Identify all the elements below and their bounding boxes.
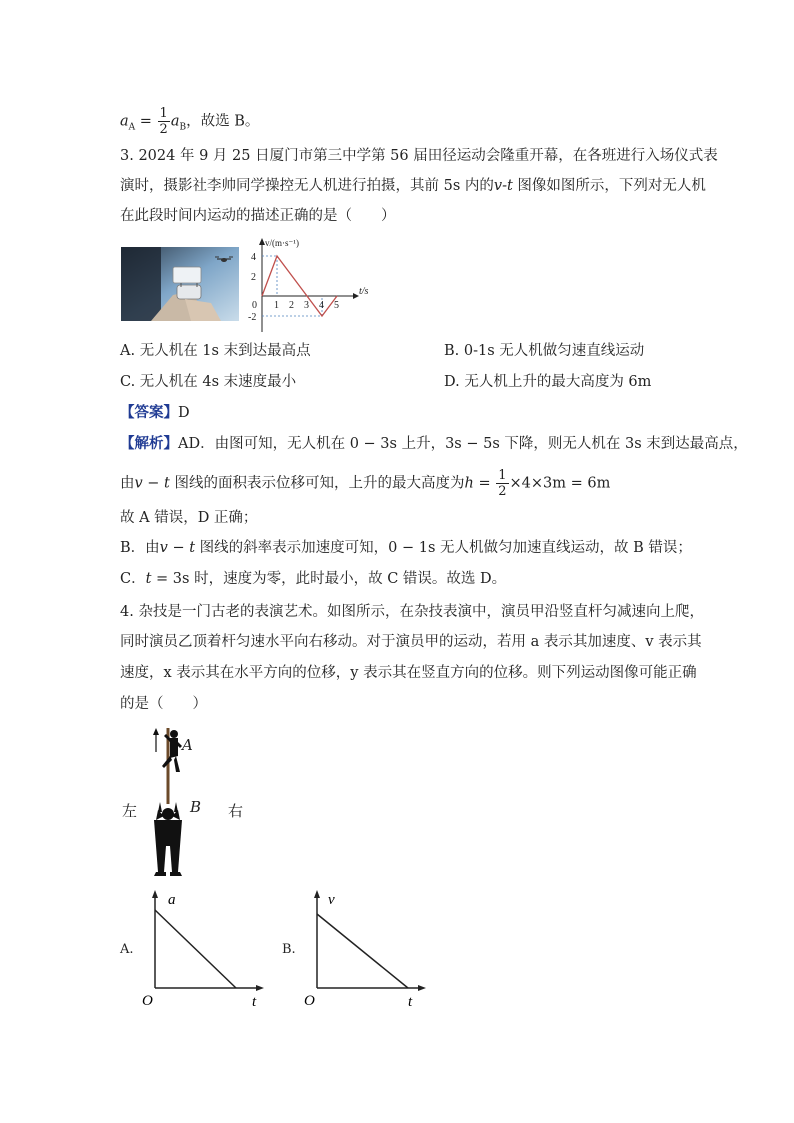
analysis2-eq: = <box>473 475 496 492</box>
vt-ylabel: v/(m·s⁻¹) <box>265 238 299 248</box>
line0-tail: ，故选 B。 <box>186 113 260 130</box>
prev-answer-line <box>120 106 259 137</box>
q4-optB-label: B. <box>282 942 296 957</box>
vt-ytick-label: 2 <box>251 272 256 283</box>
q3-vt: v-t <box>493 178 513 194</box>
vt-xtick-label: 1 <box>274 300 279 311</box>
q3-analysis5 <box>120 569 506 589</box>
q3-analysis4 <box>120 538 692 558</box>
q3-line1: 3. 2024 年 9 月 25 日厦门市第三中学第 56 届田径运动会隆重开幕，在各班进行入场仪式表 <box>120 148 718 164</box>
optA-xlabel: t <box>252 994 257 1010</box>
q4-line4: 的是（ ） <box>120 696 207 712</box>
up-arrow-icon <box>153 728 159 752</box>
frac-den: 2 <box>159 122 168 137</box>
q3-analysis2 <box>120 468 610 499</box>
frac-num: 1 <box>159 106 168 121</box>
optB-ylabel: v <box>328 892 335 908</box>
analysis2a: 由 <box>120 475 135 492</box>
vt-xtick-label: 3 <box>304 300 309 311</box>
analysis4-vt: v − t <box>159 540 196 556</box>
frac2-den: 2 <box>498 484 507 499</box>
analysis2h: ×4×3m = 6m <box>509 475 611 492</box>
frac2-num: 1 <box>498 468 507 483</box>
fraction-half <box>158 106 170 137</box>
a-sub-B: B <box>179 122 187 133</box>
analysis1-text: AD．由图可知，无人机在 0 − 3s 上升，3s − 5s 下降，则无人机在 3s 末到达最高点， <box>178 436 748 452</box>
analysis5a: C． <box>120 571 146 587</box>
q4-line3: 速度，x 表示其在水平方向的位移，y 表示其在竖直方向的位移。则下列运动图像可能正确 <box>120 665 697 681</box>
q3-line2 <box>120 176 706 196</box>
vt-ytick-label: 4 <box>251 252 256 263</box>
optA-ylabel: a <box>168 892 176 908</box>
q4-optB-graph <box>302 888 432 1010</box>
q3-option-B: B. 0-1s 无人机做匀速直线运动 <box>444 343 645 359</box>
answer-tag: 【答案】 <box>120 404 178 421</box>
q4-line1: 4. 杂技是一门古老的表演艺术。如图所示，在杂技表演中，演员甲沿竖直杆匀减速向上爬， <box>120 604 704 620</box>
vt-xtick-label: 0 <box>252 300 257 311</box>
analysis2-vt: v − t <box>134 475 170 492</box>
analysis2c: 图线的面积表示位移可知，上升的最大高度为 <box>169 475 465 492</box>
answer-value: D <box>178 405 190 421</box>
analysis4c: 图线的斜率表示加速度可知，0 − 1s 无人机做匀加速直线运动，故 B 错误； <box>195 540 692 556</box>
vt-xlabel: t/s <box>359 286 369 297</box>
optB-origin: O <box>304 993 315 1009</box>
q3-line3: 在此段时间内运动的描述正确的是（ ） <box>120 208 396 224</box>
performer-b-silhouette <box>154 802 182 876</box>
analysis4a: B．由 <box>120 540 160 556</box>
a-sub-A: A <box>128 122 136 133</box>
q4-optA-label: A. <box>120 942 134 957</box>
vt-ytick-label: -2 <box>248 312 257 323</box>
label-right: 右 <box>228 802 244 820</box>
optB-xlabel: t <box>408 994 413 1010</box>
analysis2-h: h <box>464 475 474 492</box>
vt-xtick-label: 5 <box>334 300 339 311</box>
vt-graph <box>248 234 398 344</box>
q3-line2c: 图像如图所示，下列对无人机 <box>512 178 706 194</box>
q3-answer <box>120 403 190 423</box>
q3-option-D: D. 无人机上升的最大高度为 6m <box>444 374 652 390</box>
q4-optA-graph <box>140 888 270 1010</box>
q4-line2: 同时演员乙顶着杆匀速水平向右移动。对于演员甲的运动，若用 a 表示其加速度、v 表示其 <box>120 634 702 650</box>
label-B: B <box>190 798 202 816</box>
q3-option-A: A. 无人机在 1s 末到达最高点 <box>120 343 311 359</box>
vt-xtick-label: 4 <box>319 300 324 311</box>
performer-a-silhouette <box>162 730 182 772</box>
label-left: 左 <box>122 802 138 820</box>
equals: = <box>135 113 157 130</box>
label-A: A <box>182 736 193 754</box>
q3-analysis3: 故 A 错误，D 正确； <box>120 510 258 526</box>
analysis-tag: 【解析】 <box>120 435 178 452</box>
a-symbol: a <box>120 113 129 130</box>
analysis5c: = 3s 时，速度为零，此时最小，故 C 错误。故选 D。 <box>151 571 507 587</box>
q3-option-C: C. 无人机在 4s 末速度最小 <box>120 374 297 390</box>
q3-analysis1 <box>120 434 748 454</box>
acrobat-figure <box>140 722 220 878</box>
vt-xtick-label: 2 <box>289 300 294 311</box>
analysis5-t: t <box>145 571 152 587</box>
analysis2-frac <box>496 468 508 499</box>
q3-line2a: 演时，摄影社李帅同学操控无人机进行拍摄，其前 5s 内的 <box>120 178 494 194</box>
a-symbol-b: a <box>170 113 180 130</box>
drone-photo <box>121 247 239 321</box>
optA-origin: O <box>142 993 153 1009</box>
